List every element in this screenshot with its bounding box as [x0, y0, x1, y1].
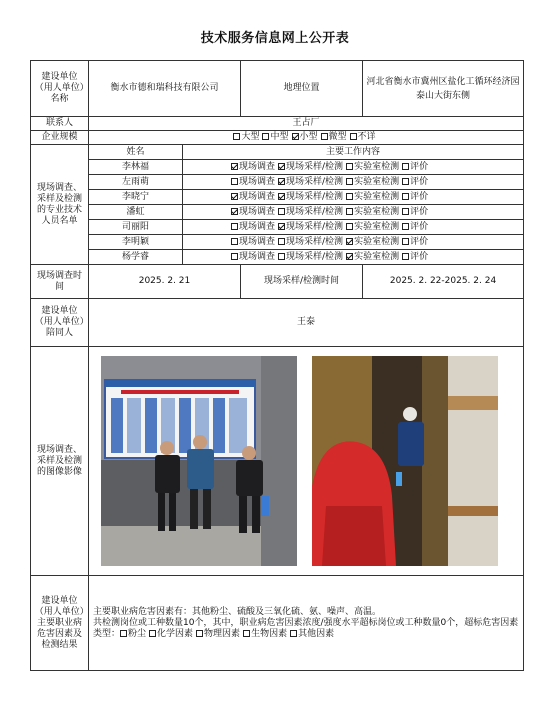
unchecked-box-icon	[231, 238, 238, 245]
work-option-2-label: 实验室检测	[354, 236, 400, 247]
work-option-1-label: 现场采样/检测	[286, 161, 344, 172]
work-option-2-label: 实验室检测	[354, 251, 400, 262]
disclosure-table	[30, 60, 524, 671]
staff-work-options	[183, 160, 524, 175]
work-option-0-label: 现场调查	[239, 191, 276, 202]
scale-option-3	[321, 132, 347, 143]
work-option-0	[231, 192, 275, 203]
staff-work-options	[183, 190, 524, 205]
staff-work-options	[183, 235, 524, 250]
work-option-3-label: 评价	[410, 191, 429, 202]
scale-option-4-label: 不详	[357, 132, 376, 142]
unchecked-box-icon	[233, 133, 240, 140]
checked-box-icon	[278, 163, 285, 170]
site-photo-sampling	[312, 356, 498, 566]
work-option-1-label: 现场采样/检测	[286, 176, 344, 187]
checked-box-icon	[231, 163, 238, 170]
work-option-1	[278, 207, 343, 218]
work-option-1	[278, 162, 343, 173]
work-option-3-label: 评价	[410, 206, 429, 217]
checked-box-icon	[278, 178, 285, 185]
work-option-2-label: 实验室检测	[354, 176, 400, 187]
unchecked-box-icon	[262, 133, 269, 140]
work-option-0	[231, 222, 275, 233]
location-label: 地理位置	[241, 61, 363, 117]
checked-box-icon	[278, 193, 285, 200]
work-option-3	[402, 207, 428, 218]
staff-label: 现场调查、采样及检测的专业技术人员名单	[31, 145, 89, 265]
work-option-0	[231, 162, 275, 173]
work-option-3-label: 评价	[410, 221, 429, 232]
staff-name: 李林福	[89, 160, 183, 175]
unit-label: 建设单位（用人单位）名称	[31, 61, 89, 117]
work-option-1	[278, 192, 343, 203]
scale-option-2	[292, 132, 318, 143]
work-option-3	[402, 192, 428, 203]
staff-work-options	[183, 220, 524, 235]
work-option-2-label: 实验室检测	[354, 206, 400, 217]
work-option-1-label: 现场采样/检测	[286, 191, 344, 202]
staff-name: 杨学睿	[89, 250, 183, 265]
images-label: 现场调查、采样及检测的图像影像	[31, 347, 89, 576]
unchecked-box-icon	[231, 178, 238, 185]
work-option-3-label: 评价	[410, 236, 429, 247]
unchecked-box-icon	[346, 223, 353, 230]
scale-option-1-label: 中型	[270, 132, 289, 142]
work-option-3	[402, 177, 428, 188]
work-option-0-label: 现场调查	[239, 206, 276, 217]
work-option-2-label: 实验室检测	[354, 161, 400, 172]
unchecked-box-icon	[278, 238, 285, 245]
unchecked-box-icon	[346, 193, 353, 200]
unchecked-box-icon	[243, 630, 250, 637]
scale-option-4	[350, 132, 376, 143]
work-option-1	[278, 222, 343, 233]
checked-box-icon	[346, 238, 353, 245]
exceed-type-2-label: 物理因素	[204, 628, 241, 639]
scale-option-1	[262, 132, 288, 143]
staff-name: 潘虹	[89, 205, 183, 220]
work-option-0	[231, 177, 275, 188]
scale-option-3-label: 微型	[328, 132, 347, 142]
staff-name: 司丽阳	[89, 220, 183, 235]
exceed-type-options	[120, 629, 337, 639]
staff-name: 李晓宁	[89, 190, 183, 205]
sample-time: 2025. 2. 22-2025. 2. 24	[363, 265, 524, 299]
work-option-2	[346, 177, 399, 188]
staff-work-options	[183, 175, 524, 190]
work-option-2	[346, 207, 399, 218]
work-option-3-label: 评价	[410, 176, 429, 187]
exceed-type-0	[120, 629, 146, 640]
work-option-3	[402, 252, 428, 263]
unchecked-box-icon	[402, 238, 409, 245]
unchecked-box-icon	[402, 253, 409, 260]
work-option-1-label: 现场采样/检测	[286, 236, 344, 247]
survey-time-label: 现场调查时间	[31, 265, 89, 299]
work-option-0-label: 现场调查	[239, 176, 276, 187]
work-header: 主要工作内容	[183, 145, 524, 160]
exceed-type-2	[196, 629, 240, 640]
checked-box-icon	[292, 133, 299, 140]
unit-name: 衡水市德和瑞科技有限公司	[89, 61, 241, 117]
staff-name: 左雨萌	[89, 175, 183, 190]
scale-option-0	[233, 132, 259, 143]
unchecked-box-icon	[402, 193, 409, 200]
scale-label: 企业规模	[31, 131, 89, 145]
unchecked-box-icon	[346, 208, 353, 215]
work-option-2-label: 实验室检测	[354, 191, 400, 202]
work-option-3	[402, 237, 428, 248]
checked-box-icon	[346, 253, 353, 260]
unchecked-box-icon	[402, 223, 409, 230]
work-option-1-label: 现场采样/检测	[286, 221, 344, 232]
staff-name: 李明颖	[89, 235, 183, 250]
scale-option-2-label: 小型	[299, 132, 318, 142]
unchecked-box-icon	[196, 630, 203, 637]
work-option-0	[231, 252, 275, 263]
unchecked-box-icon	[321, 133, 328, 140]
unchecked-box-icon	[278, 208, 285, 215]
work-option-0-label: 现场调查	[239, 251, 276, 262]
detection-summary-text: 共检测岗位或工种数量10个，其中，职业病危害因素浓度/强度水平超标岗位或工种数量0个，超标危害因素类型：	[93, 617, 519, 639]
scale-option-0-label: 大型	[241, 132, 260, 142]
scale-options	[89, 131, 524, 145]
work-option-2	[346, 237, 399, 248]
work-option-1	[278, 177, 343, 188]
detection-summary	[93, 618, 519, 640]
work-option-2	[346, 162, 399, 173]
site-photo-group	[101, 356, 297, 566]
escort-label: 建设单位（用人单位）陪同人	[31, 299, 89, 347]
work-option-2	[346, 252, 399, 263]
work-option-3	[402, 222, 428, 233]
unchecked-box-icon	[120, 630, 127, 637]
staff-work-options	[183, 250, 524, 265]
checked-box-icon	[231, 208, 238, 215]
work-option-0-label: 现场调查	[239, 236, 276, 247]
exceed-type-3-label: 生物因素	[251, 628, 288, 639]
work-option-2-label: 实验室检测	[354, 221, 400, 232]
location-value: 河北省衡水市冀州区盐化工循环经济园泰山大街东侧	[363, 61, 524, 117]
exceed-type-1	[149, 629, 193, 640]
work-option-3-label: 评价	[410, 161, 429, 172]
work-option-0	[231, 207, 275, 218]
conclusion-body	[89, 576, 524, 671]
sample-time-label: 现场采样/检测时间	[241, 265, 363, 299]
work-option-2	[346, 192, 399, 203]
unchecked-box-icon	[402, 208, 409, 215]
unchecked-box-icon	[402, 163, 409, 170]
exceed-type-3	[243, 629, 287, 640]
work-option-1-label: 现场采样/检测	[286, 206, 344, 217]
work-option-3	[402, 162, 428, 173]
work-option-2	[346, 222, 399, 233]
images-cell	[89, 347, 524, 576]
exceed-type-4	[290, 629, 334, 640]
unchecked-box-icon	[350, 133, 357, 140]
work-option-0-label: 现场调查	[239, 161, 276, 172]
contact-label: 联系人	[31, 117, 89, 131]
unchecked-box-icon	[231, 253, 238, 260]
unchecked-box-icon	[346, 163, 353, 170]
exceed-type-0-label: 粉尘	[128, 628, 147, 639]
unchecked-box-icon	[402, 178, 409, 185]
contact-value: 王占厂	[89, 117, 524, 131]
page-title: 技术服务信息网上公开表	[200, 31, 350, 46]
unchecked-box-icon	[149, 630, 156, 637]
work-option-3-label: 评价	[410, 251, 429, 262]
exceed-type-1-label: 化学因素	[157, 628, 194, 639]
name-header: 姓名	[89, 145, 183, 160]
unchecked-box-icon	[346, 178, 353, 185]
work-option-0-label: 现场调查	[239, 221, 276, 232]
conclusion-label: 建设单位（用人单位）主要职业病危害因素及检测结果	[31, 576, 89, 671]
survey-time: 2025. 2. 21	[89, 265, 241, 299]
escort-value: 王泰	[89, 299, 524, 347]
unchecked-box-icon	[290, 630, 297, 637]
exceed-type-4-label: 其他因素	[298, 628, 335, 639]
checked-box-icon	[278, 223, 285, 230]
staff-work-options	[183, 205, 524, 220]
hazard-factors: 主要职业病危害因素有：其他粉尘、硫酸及三氧化硫、氨、噪声、高温。	[93, 606, 382, 617]
unchecked-box-icon	[278, 253, 285, 260]
unchecked-box-icon	[231, 223, 238, 230]
checked-box-icon	[231, 193, 238, 200]
work-option-0	[231, 237, 275, 248]
work-option-1	[278, 252, 343, 263]
work-option-1-label: 现场采样/检测	[286, 251, 344, 262]
work-option-1	[278, 237, 343, 248]
